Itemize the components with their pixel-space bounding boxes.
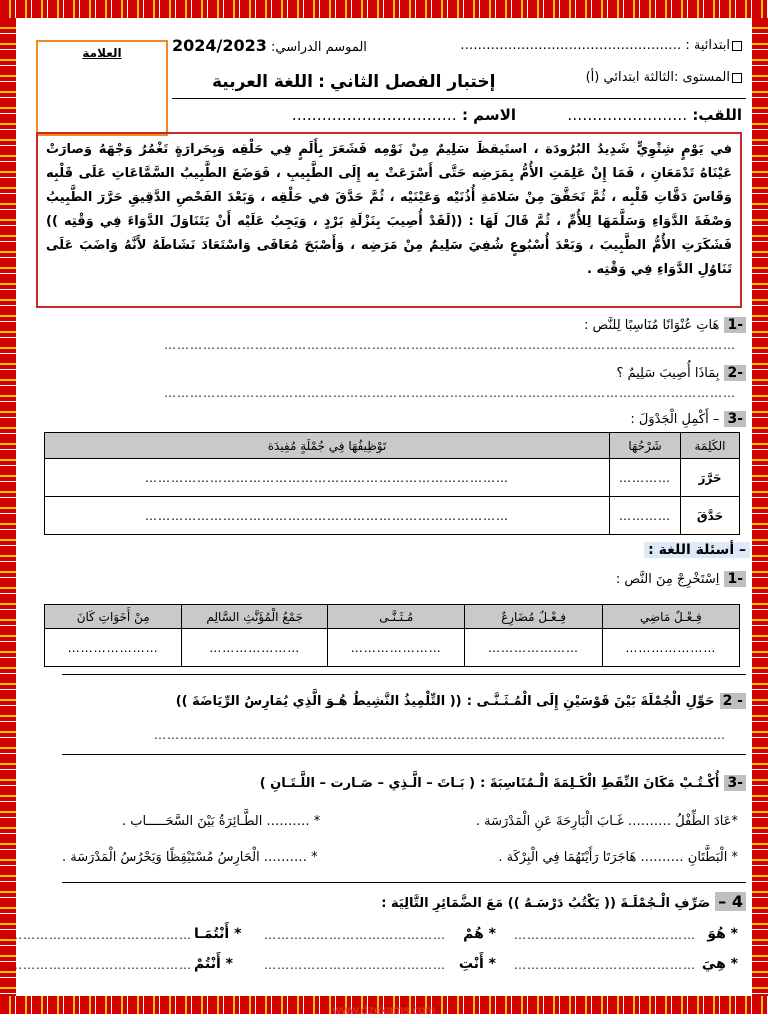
word-cell: حَرَّرَ <box>681 459 740 497</box>
question-3 <box>630 408 746 427</box>
divider <box>62 882 746 883</box>
table-header: مِنْ أَخَوَاتِ كَانَ <box>45 605 182 629</box>
table-header: تَوْظِيفُهَا فِي جُمْلَةٍ مُفِيدَة <box>45 433 610 459</box>
school-field <box>460 38 742 53</box>
question-1 <box>584 314 746 333</box>
surname-dots[interactable]: …………………… <box>567 106 688 124</box>
name-label: الاسم : <box>461 106 516 124</box>
question-text: أُكْـتُـبْ مَكَانَ النِّقَطِ الْكَـلِمَةَ الْـمُنَاسِبَةَ : <box>480 776 720 791</box>
checkbox-icon <box>732 41 742 51</box>
question-number: -3 <box>724 775 746 791</box>
table-row <box>45 497 740 535</box>
divider <box>62 754 746 755</box>
decorative-border-right <box>752 18 768 996</box>
grade-label: العلامة <box>82 46 122 60</box>
name-field <box>292 106 516 124</box>
reading-passage <box>36 132 742 308</box>
conjugation-line[interactable]: …………………………………… <box>514 958 696 972</box>
question-number: 4 – <box>715 892 746 911</box>
surname-field <box>567 106 742 124</box>
vocabulary-table <box>44 432 740 535</box>
question-number: -2 <box>724 365 746 381</box>
fill-sentence[interactable]: * الْبَطَّتَانِ ………. هَاجَرَتَا رَأَيْتَهُمَا فِي الْبِرْكَة . <box>498 850 738 865</box>
table-header: الكَلِمَة <box>681 433 740 459</box>
fill-sentence[interactable]: *عَادَ الطِّفْلُ ………. غَـابَ الْبَارِحَةَ عَنِ الْمَدْرَسَة . <box>475 814 738 829</box>
level-field <box>586 70 742 85</box>
question-text: – أَكْمِلِ الْجَدْوَلَ : <box>630 412 720 427</box>
table-row <box>45 629 740 667</box>
pronoun-label: * هُوَ <box>707 926 738 942</box>
table-header-row <box>45 433 740 459</box>
answer-cell[interactable]: ………………… <box>328 629 465 667</box>
table-header: فِـعْـلٌ مَاضِي <box>602 605 739 629</box>
question-text: اِسْتَخْرِجْ مِنَ النَّص : <box>615 572 720 587</box>
decorative-border-top <box>0 0 768 18</box>
answer-cell[interactable]: ………………… <box>182 629 328 667</box>
definition-cell[interactable]: ………… <box>610 459 681 497</box>
word-cell: حَدَّقَ <box>681 497 740 535</box>
conjugation-line[interactable]: …………………………………… <box>10 958 192 972</box>
extraction-table <box>44 604 740 667</box>
question-number: - 2 <box>720 693 746 709</box>
pronoun-label: * هِيَ <box>701 956 738 972</box>
exam-title <box>212 72 495 92</box>
target-sentence: (( التِّلْمِيذُ النَّشِيطُ هُـوَ الَّذِي يُمَارِسُ الرِّيَاضَةَ )) <box>175 694 462 709</box>
question-number: -1 <box>724 571 746 587</box>
word-options: ( بَـاتَ – الَّـذِي – صَـارت – اللَّـتَـانِ ) <box>259 776 476 791</box>
table-header-row <box>45 605 740 629</box>
fill-sentence[interactable]: * ………. الطَّـائِرَةُ بَيْنَ السَّحَـــــاب . <box>122 814 321 829</box>
language-question-2 <box>176 690 746 709</box>
table-header: شَرْحُهَا <box>610 433 681 459</box>
name-dots[interactable]: …………………………… <box>291 106 457 124</box>
answer-cell[interactable]: ………………… <box>465 629 602 667</box>
table-header: جَمْعُ الْمُؤَنَّثِ السَّالِم <box>182 605 328 629</box>
question-text: هَاتِ عُنْوَانًا مُنَاسِبًا لِلنَّص : <box>584 318 720 333</box>
usage-cell[interactable]: ………………………………………………………………………… <box>45 459 610 497</box>
subject-title: اللغة العربية <box>212 72 313 92</box>
question-text: بِمَاذَا أُصِيبَ سَلِيمٌ ؟ <box>616 366 720 381</box>
pronoun-label: * أَنْتُمْ <box>194 956 233 972</box>
pronoun-label: * أَنْتِ <box>458 956 496 972</box>
language-question-3 <box>260 772 746 791</box>
language-question-1 <box>616 568 746 587</box>
conjugation-line[interactable]: …………………………………… <box>10 928 192 942</box>
table-row <box>45 459 740 497</box>
table-header: مُـثَـنَّـى <box>328 605 465 629</box>
school-label: ابتدائية : <box>685 38 730 53</box>
pronoun-label: * هُمْ <box>463 926 496 942</box>
usage-cell[interactable]: ………………………………………………………………………… <box>45 497 610 535</box>
surname-label: اللقب: <box>692 106 742 124</box>
season-label: الموسم الدراسي: <box>271 40 367 55</box>
question-text: صَرِّفِ الْـجُمْلَـةَ (( يَكْتُبُ دَرْسَـهُ )) مَعَ الضَّمَائِرِ التَّالِيَة : <box>381 896 711 911</box>
season-value: 2024/2023 <box>172 36 267 55</box>
answer-cell[interactable]: ………………… <box>602 629 739 667</box>
passage-text: في يَوْمٍ شِتْوِيٍّ شَدِيدُ البُرُودَة ، استَيقظَ سَلِيمٌ مِنْ نَوْمِه فَشَعَرَ بِأَلَمٍ فِي حَلْقِه وَبِحَرارَةٍ تَغْمُرُ وَجْهَهُ وَصارَتْ عَيْنَاهُ تَدْمَعَانِ ، فَمَا إِنْ عَلِمَتِ الأُمُّ بِمَرَضِه حَتَّى أَسْرَعَتْ بِه إِلَى الطَّبِيبِ ، فَوَضَعَ الطَّبِيبُ السَّمَّاعَاتِ عَلَى قَلْبِه وَقَاسَ دَقَّاتِ قَلْبِه ، ثُمَّ تَحَقَّقَ مِنْ سَلامَةِ أُذُنَيْه وَعَيْنَيْه ، ثُمَّ حَدَّقَ في حَلْقِه ، وَبَعْدَ الفَحْصِ الدَّقِيقِ حَرَّرَ الطَّبِيبُ وَصْفَةَ الدَّوَاءِ وَسَلَّمَهَا لِلأُمِّ ، ثُمَّ قَالَ لَهَا : ((لَقَدْ أُصِيبَ بِنَزْلَةِ بَرْدٍ ، وَيَجِبُ عَلَيْه أَنْ يَتَنَاوَلَ الدَّوَاءَ فِي وَقْتِه )) فَشَكَرَتِ الأُمُّ الطَّبِيبَ ، وَبَعْدَ أُسْبُوعٍ شُفِيَ سَلِيمٌ مِنْ مَرَضِه ، وَأَصْبَحَ مُعَافَى وَاسْتَعَادَ نَشَاطَهُ لأَنَّهُ وَاضَبَ عَلَى تَنَاوُلِ الدَّوَاءِ فِي وَقْتِه . <box>46 142 732 277</box>
exam-title-text: إختبار الفصل الثاني <box>330 72 496 92</box>
footer-url[interactable]: www.dzexams.com <box>332 1003 436 1017</box>
season-field <box>172 36 367 55</box>
language-section-title: – أسئلة اللغة : <box>644 542 750 558</box>
answer-line[interactable]: …………………………………………………………………………………………………………………… <box>164 338 736 352</box>
definition-cell[interactable]: ………… <box>610 497 681 535</box>
school-dots[interactable]: …………………………………………… <box>460 38 682 53</box>
title-separator: : <box>318 72 325 92</box>
exam-page <box>10 22 746 994</box>
language-question-4 <box>381 892 746 911</box>
conjugation-line[interactable]: …………………………………… <box>514 928 696 942</box>
grade-box <box>36 40 168 136</box>
conjugation-line[interactable]: …………………………………… <box>264 958 446 972</box>
checkbox-icon <box>732 73 742 83</box>
divider <box>172 98 746 99</box>
question-2 <box>616 362 746 381</box>
table-header: فِـعْـلٌ مُضَارِعٌ <box>465 605 602 629</box>
decorative-border-left <box>0 18 16 996</box>
answer-line[interactable]: …………………………………………………………………………………………………………………… <box>164 386 736 400</box>
conjugation-line[interactable]: …………………………………… <box>264 928 446 942</box>
answer-line[interactable]: …………………………………………………………………………………………………………………… <box>154 728 726 742</box>
level-label: المستوى :الثالثة ابتدائي (أ) <box>585 70 730 85</box>
divider <box>62 674 746 675</box>
answer-cell[interactable]: ………………… <box>45 629 182 667</box>
question-number: -3 <box>724 411 746 427</box>
question-number: -1 <box>724 317 746 333</box>
pronoun-label: * أَنْتُمَـا <box>194 926 242 942</box>
question-text: حَوِّلِ الْجُمْلَةَ بَيْنَ قَوْسَيْنِ إِلَى الْمُـثَـنَّـى : <box>466 694 715 709</box>
fill-sentence[interactable]: * ………. الْحَارِسُ مُسْتَيْقِظًا وَيَحْرُسُ الْمَدْرَسَة . <box>62 850 318 865</box>
